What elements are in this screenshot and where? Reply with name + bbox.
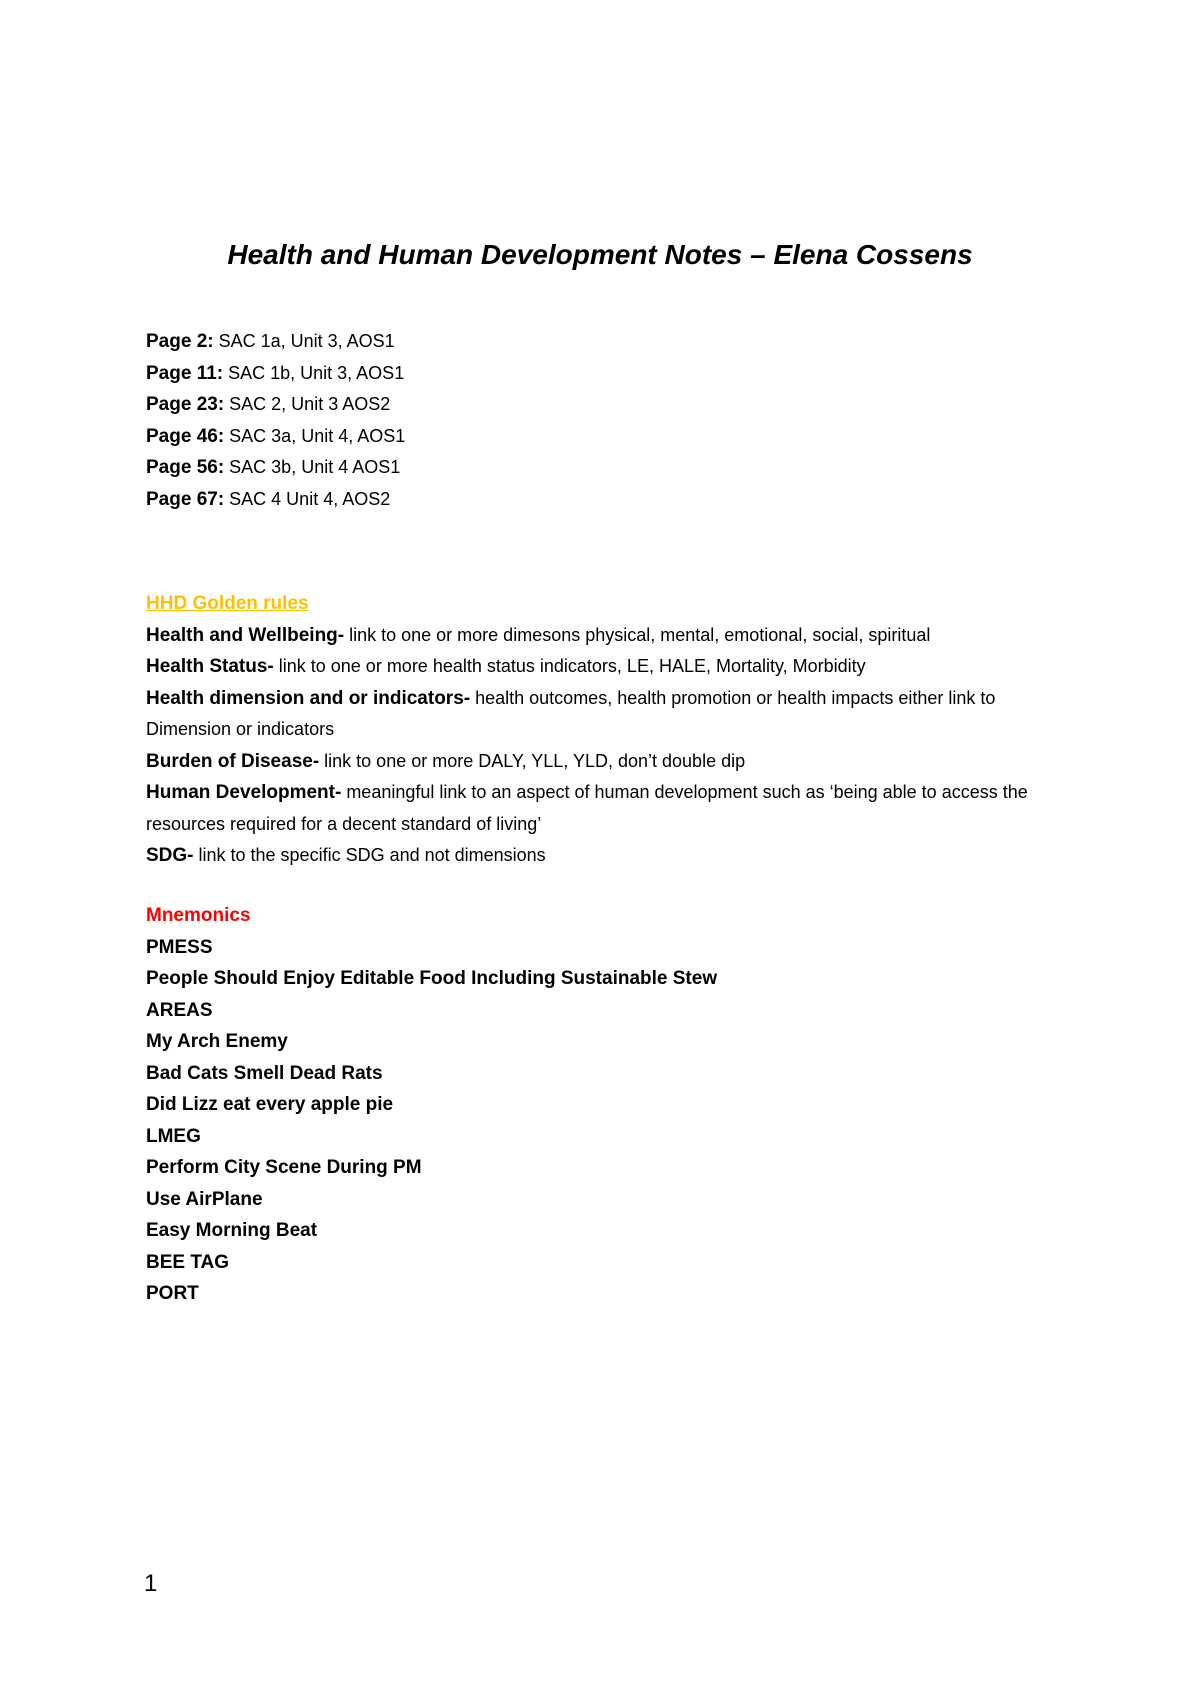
golden-rule: [146, 840, 1046, 872]
rule-label: Health and Wellbeing-: [146, 624, 345, 646]
mnemonic-item: Bad Cats Smell Dead Rats: [146, 1062, 383, 1084]
mnemonic-item: LMEG: [146, 1125, 201, 1147]
golden-rule: [146, 777, 1046, 840]
mnemonic-item: People Should Enjoy Editable Food Including Sustainable Stew: [146, 968, 718, 989]
toc-entry: [146, 358, 1046, 390]
toc-page-label: Page 67:: [146, 488, 225, 510]
document-title: Health and Human Development Notes – Elena Cossens: [227, 239, 973, 270]
mnemonic-item: Perform City Scene During PM: [146, 1157, 422, 1178]
page-number: 1: [144, 1570, 158, 1597]
table-of-contents: [146, 326, 1046, 515]
toc-description: SAC 1a, Unit 3, AOS1: [213, 331, 395, 351]
mnemonic-item: BEE TAG: [146, 1251, 230, 1273]
toc-entry: [146, 421, 1046, 453]
rule-label: SDG-: [146, 845, 194, 866]
golden-rule: [146, 620, 1046, 652]
toc-description: SAC 2, Unit 3 AOS2: [224, 394, 391, 414]
mnemonics-heading: Mnemonics: [146, 905, 251, 926]
golden-rules-heading: HHD Golden rules: [146, 593, 309, 614]
toc-page-label: Page 56:: [146, 457, 225, 478]
mnemonic-item: PMESS: [146, 936, 213, 958]
mnemonic-item: My Arch Enemy: [146, 1031, 288, 1052]
toc-page-label: Page 23:: [146, 394, 225, 415]
rule-label: Human Development-: [146, 782, 342, 803]
rule-text: link to one or more DALY, YLL, YLD, don’t double dip: [319, 750, 746, 771]
toc-description: SAC 4 Unit 4, AOS2: [224, 488, 391, 509]
toc-description: SAC 3b, Unit 4 AOS1: [224, 457, 401, 477]
mnemonic-item: Easy Morning Beat: [146, 1220, 318, 1241]
toc-page-label: Page 11:: [146, 362, 224, 384]
toc-description: SAC 1b, Unit 3, AOS1: [223, 362, 405, 383]
rule-text: link to one or more health status indicators, LE, HALE, Mortality, Morbidity: [273, 656, 866, 676]
rule-text: link to the specific SDG and not dimensions: [193, 845, 546, 865]
rule-label: Health Status-: [146, 656, 274, 677]
mnemonic-item: PORT: [146, 1283, 199, 1304]
rule-text: meaningful link to an aspect of human development such as ‘being able to access the resources required for a decent standard of living’: [146, 782, 1028, 834]
golden-rule: [146, 683, 1046, 746]
toc-description: SAC 3a, Unit 4, AOS1: [224, 425, 406, 446]
toc-entry: [146, 484, 1046, 516]
toc-entry: [146, 326, 1046, 358]
toc-page-label: Page 46:: [146, 425, 225, 447]
mnemonics-section: [146, 900, 1046, 1310]
mnemonic-item: Use AirPlane: [146, 1188, 263, 1210]
toc-entry: [146, 389, 1046, 421]
rule-text: health outcomes, health promotion or health impacts either link to Dimension or indicators: [146, 687, 996, 739]
golden-rule: [146, 746, 1046, 778]
golden-rule: [146, 651, 1046, 683]
golden-rules-section: [146, 588, 1046, 872]
mnemonic-item: AREAS: [146, 999, 213, 1021]
rule-label: Health dimension and or indicators-: [146, 687, 471, 709]
rule-label: Burden of Disease-: [146, 750, 320, 772]
toc-entry: [146, 452, 1046, 484]
rule-text: link to one or more dimesons physical, mental, emotional, social, spiritual: [344, 624, 931, 645]
mnemonic-item: Did Lizz eat every apple pie: [146, 1094, 394, 1115]
toc-page-label: Page 2:: [146, 331, 214, 352]
